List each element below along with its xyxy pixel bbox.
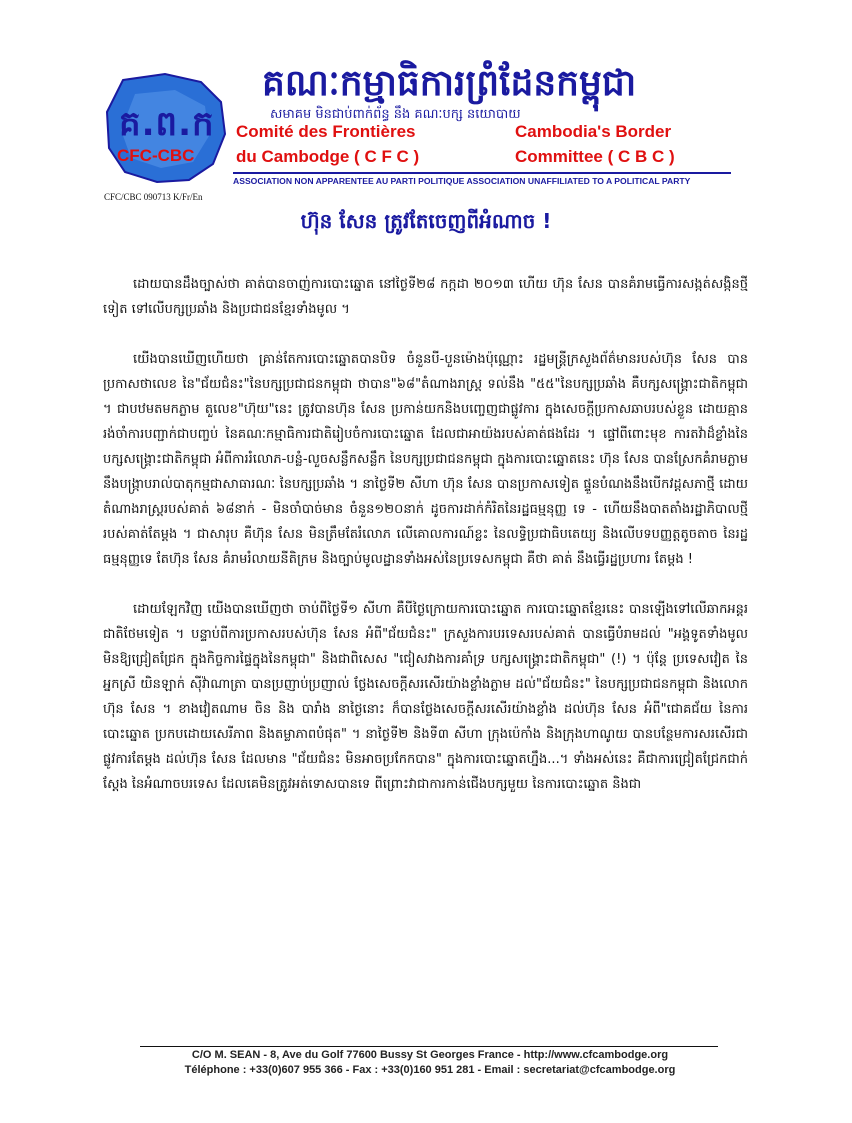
footer-divider [140,1046,718,1047]
cfc-cbc-logo [105,72,227,184]
org-name-en-line2: Committee ( C B C ) [515,147,675,166]
document-title: ហ៊ុន សែន ត្រូវតែចេញពីអំណាច ! [300,209,552,233]
document-body [103,272,748,822]
org-title-khmer: គណៈកម្មាធិការព្រំដែនកម្ពុជា [262,63,637,104]
logo-khmer-letters: គ.ព.ក [119,104,215,144]
org-name-fr-line2: du Cambodge ( C F C ) [236,147,420,166]
paragraph: ដោយឡែកវិញ យើងបានឃើញថា ចាប់ពីថ្ងៃទី១ សីហា គឺបីថ្ងៃក្រោយការបោះឆ្នោត ការបោះឆ្នោតខ្មែរនេះ បានឡើងទៅលើឆាកអន្តរជាតិថែមទៀត ។ បន្ទាប់ពីការប្រកាសរបស់ហ៊ុន សែន អំពី"ជ័យជំនះ" ក្រសួងការបរទេសរបស់គាត់ បានធ្វើបំរាមដល់ "អង្គទូតទាំងមូល មិនឱ្យជ្រៀតជ្រែក ក្នុងកិច្ចការផ្ទៃក្នុងនៃកម្ពុជា" និងជាពិសេស "ជៀសវាងការគាំទ្រ បក្សសង្គ្រោះជាតិកម្ពុជា" (!) ។ ប៉ុន្តែ ប្រទេសវៀត នៃអ្នកស្រី យិនឡាក់ ស៊ីវ៉ាណាត្រា បានប្រញាប់ប្រញាល់ ថ្លែងសេចក្តីសរសើរយ៉ាងខ្លាំងភ្លាម ដល់"ជ័យជំនះ" នៃបក្សប្រជាជនកម្ពុជា និងលោកហ៊ុន សែន ។ ខាងវៀតណាម ចិន និង បារាំង នាថ្ងៃនោះ ក៏បានថ្លែងសេចក្តីសរសើរយ៉ាងខ្លាំង ដល់ហ៊ុន សែន អំពី"ជោគជ័យ នៃការបោះឆ្នោត ប្រកបដោយសេរីភាព និងតម្លាភាពបំផុត" ។ នាថ្ងៃទី២ និងទី៣ សីហា ក្រុងប៉េកាំង និងក្រុងហាណូយ បានបន្ថែមការសរសើរជាផ្លូវការតែម្តង ដល់ហ៊ុន សែន ដែលមាន "ជ័យជំនះ មិនអាចប្រកែកបាន" ក្នុងការបោះឆ្នោតហ្នឹង...។ ទាំងអស់នេះ គឺជាការជ្រៀតជ្រែកជាក់ស្តែង នៃអំណាចបរទេស ដែលគេមិនត្រូវអត់ទោសបានទេ ពីព្រោះវាជាការកាន់ជើងបក្សមួយ នៃការបោះឆ្នោត និងជា [103,602,748,792]
org-subtitle-khmer: សមាគម មិនជាប់ពាក់ព័ន្ធ នឹង គណៈបក្ស នយោបាយ [270,107,521,122]
association-statement: ASSOCIATION NON APPARENTEE AU PARTI POLITIQUE ASSOCIATION UNAFFILIATED TO A POLITICAL PARTY [233,172,731,186]
document-reference: CFC/CBC 090713 K/Fr/En [104,192,203,202]
footer-contact: Téléphone : +33(0)607 955 366 - Fax : +33(0)160 951 281 - Email : secretariat@cfcambodge.org [184,1064,676,1076]
org-name-fr-line1: Comité des Frontières [236,122,416,141]
org-name-en-line1: Cambodia's Border [515,122,672,141]
paragraph: ដោយបានដឹងច្បាស់ថា គាត់បានចាញ់ការបោះឆ្នោត នៅថ្ងៃទី២៨ កក្កដា ២០១៣ ហើយ ហ៊ុន សែន បានគំរាមធ្វើការសង្កត់សង្កិនថ្មីទៀត ទៅលើបក្សប្រឆាំង និងប្រជាជនខ្មែរទាំងមូល ។ [103,277,748,317]
logo-abbreviation: CFC-CBC [117,146,195,165]
footer-address: C/O M. SEAN - 8, Ave du Golf 77600 Bussy St Georges France - http://www.cfcambodge.org [191,1049,669,1061]
paragraph: យើងបានឃើញហើយថា គ្រាន់តែការបោះឆ្នោតបានបិទ ចំនួនបី-បួនម៉ោងប៉ុណ្ណោះ រដ្ឋមន្ត្រីក្រសួងព័ត៌មានរបស់ហ៊ុន សែន បានប្រកាសថាលេខ នៃ"ជ័យជំនះ"នៃបក្សប្រជាជនកម្ពុជា ថាបាន"៦៨"តំណាងរាស្ត្រ ទល់នឹង "៥៥"នៃបក្សប្រឆាំង គឺបក្សសង្គ្រោះជាតិកម្ពុជា ។ ជាបឋមតមកភ្លាម តួលេខ"ហ៊ុយ"នេះ ត្រូវបានហ៊ុន សែន ប្រកាន់យកនិងបញ្ចេញជាផ្លូវការ ក្នុងសេចក្តីប្រកាសឆាបរបស់ខ្លួន ដោយគ្មានរង់ចាំការបញ្ជាក់ជាបញ្ចប់ នៃគណៈកម្មាធិការជាតិរៀបចំការបោះឆ្នោត ដែលជាអាយ៉ងរបស់គាត់ផងដែរ ។ ផ្ទៅពីពោះមុខ ការតវ៉ាដ៏ខ្លាំងនៃបក្សសង្គ្រោះជាតិកម្ពុជា អំពីការរំលោភ-បន្លំ-លួចសន្លឹកសន្លឹក នៃបក្សប្រជាជនកម្ពុជា ក្នុងការបោះឆ្នោតនេះ ហ៊ុន សែន បានស្រែកគំរាមភ្លាម នឹងបង្ក្រាបរាល់បាតុកម្មជាសាធារណៈ នៃបក្សប្រឆាំង ។ នាថ្ងៃទី២ សីហា ហ៊ុន សែន បានប្រកាសទៀត ផ្ទួនបំណងនឹងបើកវដ្តសភាថ្មី ដោយតំណាងរាស្ត្ររបស់គាត់ ៦៨នាក់ - មិនចាំបាច់មាន ចំនួន១២០នាក់ ដូចការដាក់កំរិតនៃរដ្ឋធម្មនុញ្ញ ទេ - ហើយនឹងបាតតាំងរដ្ឋាភិបាលថ្មីរបស់គាត់តែម្តង ។ ជាសារុប គឺហ៊ុន សែន មិនត្រឹមតែរំលោភ លើគោលការណ៍ខ្លះ នៃលទ្ធិប្រជាធិបតេយ្យ និងលើបទបញ្ញត្តតូចតាច នៃរដ្ឋធម្មនុញ្ញទេ តែហ៊ុន សែន គំរាមរំលាយនីតិក្រម និងច្បាប់មូលដ្ឋានទាំងអស់នៃប្រទេសកម្ពុជា គឺថា គាត់ នឹងធ្វើរដ្ឋប្រហារ តែម្តង ! [103,352,748,567]
letterhead [100,60,740,200]
